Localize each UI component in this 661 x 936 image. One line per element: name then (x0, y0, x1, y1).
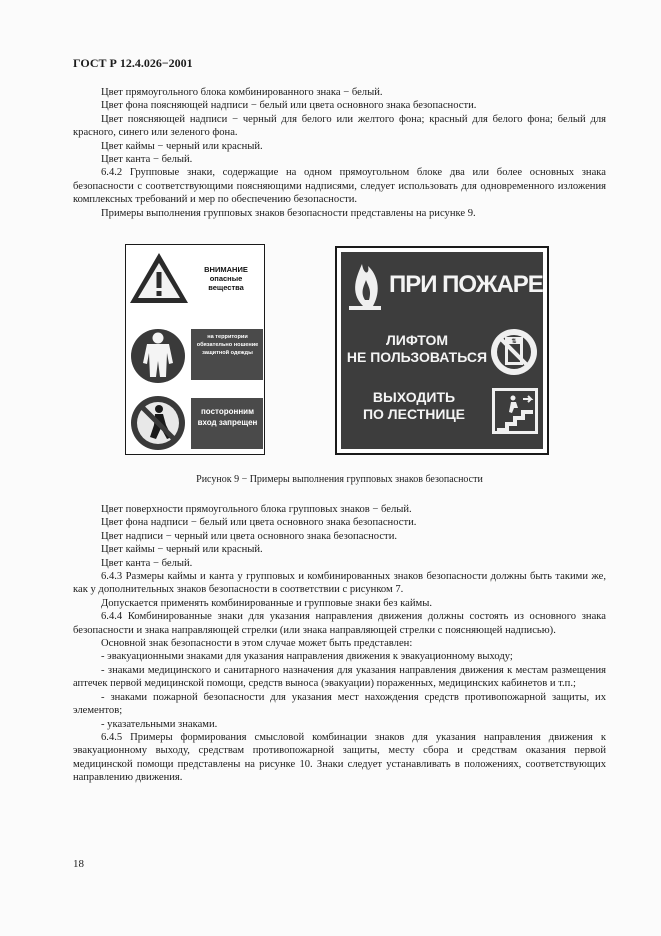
no-entry-person-icon (131, 396, 185, 450)
sign-caption-hazard: ВНИМАНИЕ опасные вещества (204, 265, 248, 292)
list-item: - знаками медицинского и санитарного назначения для указания направления движения к местам размещения аптечек первой медицинской помощи, средств выноса (эвакуации) пораженных, медицинских кабинетов и т.п.; (73, 664, 606, 690)
paragraph: Цвет надписи − черный или цвета основного знака безопасности. (101, 530, 398, 542)
paragraph: 6.4.3 Размеры каймы и канта у групповых и комбинированных знаков безопасности должны быть такими же, как у дополнительных знаков безопасности в соответствии с рисунком 7. (73, 571, 606, 596)
paragraph: Цвет фона поясняющей надписи − белый или цвета основного знака безопасности. (101, 100, 477, 112)
protective-suit-icon (131, 329, 185, 383)
sign-title: ПРИ ПОЖАРЕ (389, 271, 543, 298)
paragraph: Цвет канта − белый. (101, 154, 193, 166)
sign-caption-no-entry: посторонним вход запрещен (197, 407, 258, 427)
list-item: - указательными знаками. (101, 718, 218, 730)
paragraph: Цвет поверхности прямоугольного блока групповых знаков − белый. (101, 504, 412, 515)
paragraph: 6.4.5 Примеры формирования смысловой комбинации знаков для указания направления движения к эвакуационному выходу, средствам противопожарной защиты, месту сбора и средствам оказания первой медицинской помощи представлены на рисунке 10. Знаки следует устанавливать в положениях, соответствующих направлению движения. (73, 731, 606, 784)
group-sign-hazard (125, 244, 265, 455)
paragraph: Примеры выполнения групповых знаков безопасности представлены на рисунке 9. (101, 207, 476, 219)
paragraph: Цвет канта − белый. (101, 557, 193, 569)
paragraph: Цвет каймы − черный или красный. (101, 544, 263, 556)
sign-text-lift-1: ЛИФТОМ (385, 332, 449, 348)
list-item: - эвакуационными знаками для указания направления движения к эвакуационному выходу; (101, 651, 513, 663)
top-text-block (73, 86, 606, 220)
sign-text-stairs-1: ВЫХОДИТЬ (372, 389, 456, 405)
paragraph: Цвет фона надписи − белый или цвета основного знака безопасности. (101, 517, 417, 529)
paragraph: Допускается применять комбинированные и групповые знаки без каймы. (101, 597, 433, 609)
stairs-exit-icon (492, 388, 538, 434)
no-lift-icon (491, 329, 537, 375)
sign-text-stairs-2: ПО ЛЕСТНИЦЕ (362, 406, 466, 422)
group-sign-fire (335, 246, 549, 455)
paragraph: 6.4.2 Групповые знаки, содержащие на одном прямоугольном блоке два или более основных знака безопасности с соответствующими поясняющими надписями, следует использовать для одновременного изложения комплексных требований и мер по обеспечению безопасности. (73, 167, 606, 206)
document-header: ГОСТ Р 12.4.026−2001 (73, 56, 193, 70)
list-item: - знаками пожарной безопасности для указания мест нахождения средств противопожарной защиты, их элементов; (73, 691, 606, 717)
sign-text-lift-2: НЕ ПОЛЬЗОВАТЬСЯ (346, 349, 488, 365)
sign-caption-clothing: на территории обязательно ношение защитной одежды (196, 334, 259, 356)
paragraph: 6.4.4 Комбинированные знаки для указания направления движения должны состоять из основного знака безопасности и знака направляющей стрелки (или знака направляющей стрелки с поясняющей надписью). (73, 611, 606, 636)
page-number: 18 (73, 858, 84, 870)
paragraph: Цвет прямоугольного блока комбинированного знака − белый. (101, 87, 383, 98)
paragraph: Цвет поясняющей надписи − черный для белого или желтого фона; красный для белого фона; белый для красного, синего или зеленого фона. (73, 113, 606, 139)
bottom-text-block (73, 503, 606, 785)
paragraph: Основной знак безопасности в этом случае может быть представлен: (101, 638, 413, 650)
warning-triangle-icon (130, 253, 188, 303)
paragraph: Цвет каймы − черный или красный. (101, 140, 263, 152)
figure-caption: Рисунок 9 − Примеры выполнения групповых знаков безопасности (196, 474, 483, 485)
svg-text:⇅: ⇅ (511, 339, 517, 345)
